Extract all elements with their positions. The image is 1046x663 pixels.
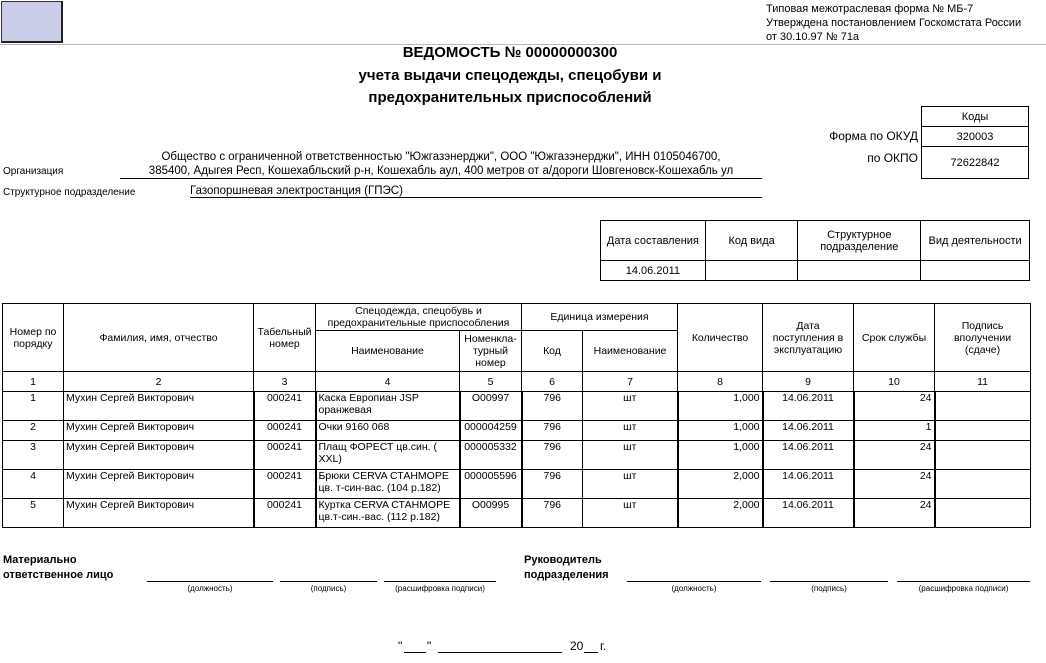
form-info-line2: Утверждена постановлением Госкомстата России [766,17,1022,29]
row-qty[interactable]: 1,000 [678,441,763,470]
row-unit-name[interactable]: шт [583,499,678,528]
organization-line2: 385400, Адыгея Респ, Кошехабльский р-н, Кошехабль аул, 400 метров от а/дороги Шовгеновск-Кошехабль ул [120,164,762,179]
row-unit-code[interactable]: 796 [522,470,583,499]
row-fio[interactable]: Мухин Сергей Викторович [64,421,254,441]
date-quote-open: " [398,639,403,653]
row-fio[interactable]: Мухин Сергей Викторович [64,470,254,499]
row-qty[interactable]: 2,000 [678,470,763,499]
title-line2: учета выдачи спецодежды, спецобуви и [358,67,662,84]
row-nomenclature[interactable]: О00997 [460,392,522,421]
table-row [3,392,1031,421]
row-sign[interactable] [935,441,1031,470]
title-line3: предохранительных приспособлений [368,89,652,106]
left-signer-label-1: Материально [3,554,77,566]
row-date[interactable]: 14.06.2011 [763,499,854,528]
meta-value-date[interactable]: 14.06.2011 [601,261,706,281]
header-group-clothing: Спецодежда, спецобувь и предохранительные приспособления [316,304,522,331]
right-position-caption: (должность) [671,584,717,593]
row-nomenclature[interactable]: 000005332 [460,441,522,470]
col-number: 6 [522,372,583,392]
row-tab[interactable]: 000241 [254,499,316,528]
header-unit-name: Наименование [583,331,678,372]
row-nomenclature[interactable]: 000005596 [460,470,522,499]
okpo-value[interactable]: 72622842 [922,147,1029,179]
meta-value-kind[interactable] [705,261,798,281]
row-item-name[interactable]: Плащ ФОРЕСТ цв.син. ( XXL) [316,441,460,470]
col-number: 8 [678,372,763,392]
form-info-line1: Типовая межотраслевая форма № МБ-7 [766,3,974,15]
division-label: Структурное подразделение [3,187,136,198]
meta-table [600,220,1030,281]
cell-selector[interactable] [1,1,63,43]
right-signature-line[interactable] [770,580,888,582]
table-row [3,421,1031,441]
date-year-line[interactable] [584,651,598,653]
row-num[interactable]: 4 [3,470,64,499]
right-decode-line[interactable] [897,580,1030,582]
row-tab[interactable]: 000241 [254,392,316,421]
organization-label: Организация [3,166,64,177]
col-number: 10 [854,372,935,392]
header-qty: Количество [678,304,763,372]
row-unit-code[interactable]: 796 [522,441,583,470]
date-year-prefix: 20 [570,639,584,653]
date-quote-close: " [427,639,432,653]
table-row [3,499,1031,528]
col-number: 5 [460,372,522,392]
left-decode-line[interactable] [384,580,496,582]
col-number: 3 [254,372,316,392]
meta-header-division: Структурное подразделение [798,221,921,261]
row-num[interactable]: 3 [3,441,64,470]
meta-header-activity: Вид деятельности [921,221,1030,261]
left-signature-caption: (подпись) [310,584,347,593]
meta-value-division[interactable] [798,261,921,281]
row-qty[interactable]: 1,000 [678,421,763,441]
row-qty[interactable]: 1,000 [678,392,763,421]
codes-header: Коды [922,107,1029,127]
header-group-unit: Единица измерения [522,304,678,331]
row-nomenclature[interactable]: О00995 [460,499,522,528]
left-signer-label-2: ответственное лицо [3,569,114,581]
row-tab[interactable]: 000241 [254,421,316,441]
column-numbers-row [3,372,1031,392]
table-row [3,441,1031,470]
header-term: Срок службы [854,304,935,372]
row-unit-code[interactable]: 796 [522,421,583,441]
row-unit-name[interactable]: шт [583,392,678,421]
row-term[interactable]: 24 [854,470,935,499]
issue-table [2,303,1031,528]
right-signer-label-2: подразделения [524,569,609,581]
row-fio[interactable]: Мухин Сергей Викторович [64,441,254,470]
row-tab[interactable]: 000241 [254,441,316,470]
row-unit-code[interactable]: 796 [522,499,583,528]
row-sign[interactable] [935,392,1031,421]
right-decode-caption: (расшифровка подписи) [918,584,1009,593]
row-term[interactable]: 24 [854,441,935,470]
col-number: 11 [935,372,1031,392]
row-item-name[interactable]: Очки 9160 068 [316,421,460,441]
row-date[interactable]: 14.06.2011 [763,421,854,441]
col-number: 4 [316,372,460,392]
right-signer-label-1: Руководитель [524,554,602,566]
date-month-line[interactable] [438,651,562,653]
row-nomenclature[interactable]: 000004259 [460,421,522,441]
meta-value-activity[interactable] [921,261,1030,281]
row-sign[interactable] [935,470,1031,499]
col-number: 7 [583,372,678,392]
header-sign: Подпись вполучении (сдаче) [935,304,1031,372]
row-fio[interactable]: Мухин Сергей Викторович [64,392,254,421]
row-date[interactable]: 14.06.2011 [763,392,854,421]
row-num[interactable]: 2 [3,421,64,441]
okud-label: Форма по ОКУД [829,129,918,143]
codes-table [921,106,1029,179]
col-number: 1 [3,372,64,392]
meta-header-date: Дата составления [601,221,706,261]
date-year-suffix: г. [600,639,607,653]
form-info-line3: от 30.10.97 № 71а [766,31,860,43]
meta-header-kind: Код вида [705,221,798,261]
row-term[interactable]: 24 [854,499,935,528]
table-row [3,470,1031,499]
title-line1: ВЕДОМОСТЬ № 00000000300 [402,44,618,61]
row-num[interactable]: 1 [3,392,64,421]
row-unit-name[interactable]: шт [583,421,678,441]
date-day-line[interactable] [404,651,426,653]
row-item-name[interactable]: Каска Европиан JSP оранжевая [316,392,460,421]
left-decode-caption: (расшифровка подписи) [395,584,485,593]
row-term[interactable]: 24 [854,392,935,421]
form-info [766,2,1021,44]
row-unit-code[interactable]: 796 [522,392,583,421]
header-fio: Фамилия, имя, отчество [64,304,254,372]
row-sign[interactable] [935,421,1031,441]
row-date[interactable]: 14.06.2011 [763,470,854,499]
col-number: 2 [64,372,254,392]
left-position-line[interactable] [147,580,273,582]
right-position-line[interactable] [627,580,761,582]
header-date: Дата поступления в эксплуатацию [763,304,854,372]
row-date[interactable]: 14.06.2011 [763,441,854,470]
row-term[interactable]: 1 [854,421,935,441]
left-position-caption: (должность) [187,584,233,593]
left-signature-line[interactable] [280,580,377,582]
okpo-label: по ОКПО [867,151,918,165]
header-nomenclature: Номенкла-турный номер [460,331,522,372]
row-unit-name[interactable]: шт [583,441,678,470]
row-sign[interactable] [935,499,1031,528]
header-tab: Табельный номер [254,304,316,372]
header-num: Номер по порядку [3,304,64,372]
organization-value[interactable] [120,150,762,179]
col-number: 9 [763,372,854,392]
row-tab[interactable]: 000241 [254,470,316,499]
row-unit-name[interactable]: шт [583,470,678,499]
row-fio[interactable]: Мухин Сергей Викторович [64,499,254,528]
row-item-name[interactable]: Куртка CERVA СТАНМОРЕ цв.т-син.-вас. (112 р.182) [316,499,460,528]
row-num[interactable]: 5 [3,499,64,528]
row-qty[interactable]: 2,000 [678,499,763,528]
header-name: Наименование [316,331,460,372]
division-value[interactable]: Газопоршневая электростанция (ГПЭС) [190,185,762,198]
organization-line1: Общество с ограниченной ответственностью "Южгазэнерджи", ООО "Южгазэнерджи", ИНН 0105046700, [161,151,721,163]
header-unit-code: Код [522,331,583,372]
right-signature-caption: (подпись) [811,584,847,593]
okud-value[interactable]: 320003 [922,127,1029,147]
row-item-name[interactable]: Брюки CERVA СТАНМОРЕ цв. т-син-вас. (104 р.182) [316,470,460,499]
